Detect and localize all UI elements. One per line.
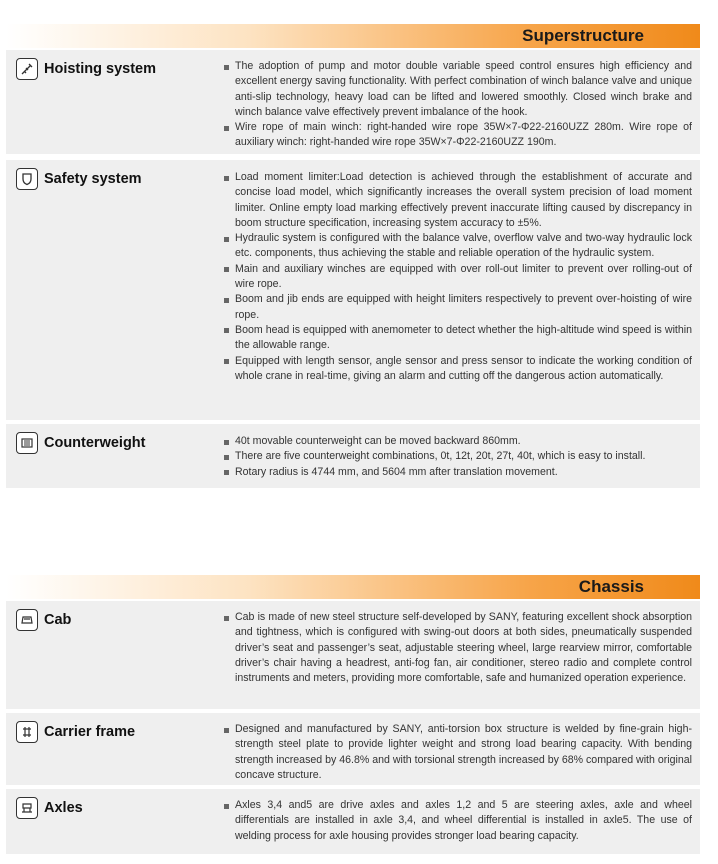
spec-row-axles xyxy=(6,787,700,854)
list-item: Cab is made of new steel structure self-developed by SANY, featuring excellent shock absorption and tightness, which is configured with swing-out doors at both sides, pneumatically suspended driver’s seat and passenger’s seat, adjustable steering wheel, large rearview mirror, comfortable driver’s chair having a headrest, anti-fog fan, air conditioner, stereo radio and complete control instruments and meters, providing more comfortable, safe and humanized operation experience. xyxy=(224,610,692,686)
list-item: Axles 3,4 and5 are drive axles and axles 1,2 and 5 are steering axles, axle and wheel differentials are installed in axle 3,4, and wheel differential is installed in axle5. The use of welding process for axle housing provides stronger load bearing capacity. xyxy=(224,798,692,844)
bullet-list xyxy=(224,59,692,151)
list-item: Main and auxiliary winches are equipped with over roll-out limiter to prevent over rolling-out of wire rope. xyxy=(224,262,692,293)
axle-icon xyxy=(16,797,38,819)
list-item: Hydraulic system is configured with the balance valve, overflow valve and two-way hydraulic lock etc. components, thus achieving the stable and reliable operation of the hydraulic system. xyxy=(224,231,692,262)
list-item: Boom and jib ends are equipped with height limiters respectively to prevent over-hoisting of wire rope. xyxy=(224,292,692,323)
list-item: Rotary radius is 4744 mm, and 5604 mm after translation movement. xyxy=(224,465,692,480)
row-label: Carrier frame xyxy=(16,721,135,743)
list-item: Boom head is equipped with anemometer to detect whether the high-altitude wind speed is within the allowable range. xyxy=(224,323,692,354)
row-label: Hoisting system xyxy=(16,58,156,80)
counterweight-icon xyxy=(16,432,38,454)
list-item: Load moment limiter:Load detection is achieved through the establishment of accurate and concise load model, which significantly increases the overall system precision of load moment limiter. Online empty load marking effectively prevent inaccurate lifting caused by discrepancy in boom structure specification, increasing system accuracy to ±5%. xyxy=(224,170,692,231)
hook-icon xyxy=(16,58,38,80)
chassis-header xyxy=(6,575,700,599)
list-item: Designed and manufactured by SANY, anti-torsion box structure is welded by fine-grain high-strength steel plate to provide lighter weight and strong load bearing capacity. With bending strength increased by 46.8% and with torsional strength increased by 68% compared with original concave structure. xyxy=(224,722,692,783)
bullet-list xyxy=(224,610,692,686)
superstructure-header xyxy=(6,24,700,48)
list-item: The adoption of pump and motor double variable speed control ensures high efficiency and excellent energy saving functionality. With perfect combination of winch balance valve and unique anti-slip technology, heavy load can be lifted and lowered smoothly. Closed winch brake and winch balance valve effectively prevent imbalance of the hook. xyxy=(224,59,692,120)
cab-icon xyxy=(16,609,38,631)
spec-row-carrier-frame xyxy=(6,711,700,785)
bullet-list xyxy=(224,722,692,783)
list-item: Wire rope of main winch: right-handed wire rope 35W×7-Φ22-2160UZZ 280m. Wire rope of auxiliary winch: right-handed wire rope 35W×7-Φ22-2160UZZ 190m. xyxy=(224,120,692,151)
spec-row-safety-system xyxy=(6,158,700,420)
section-title: Superstructure xyxy=(522,26,644,45)
bullet-list xyxy=(224,798,692,844)
row-label: Axles xyxy=(16,797,83,819)
carrier-frame-icon xyxy=(16,721,38,743)
list-item: Equipped with length sensor, angle sensor and press sensor to indicate the working condition of whole crane in real-time, giving an alarm and cutting off the dangerous action automatically. xyxy=(224,354,692,385)
shield-icon xyxy=(16,168,38,190)
bullet-list xyxy=(224,434,692,480)
bullet-list xyxy=(224,170,692,384)
section-title: Chassis xyxy=(578,577,644,596)
list-item: There are five counterweight combinations, 0t, 12t, 20t, 27t, 40t, which is easy to install. xyxy=(224,449,692,464)
spec-row-counterweight xyxy=(6,422,700,488)
list-item: 40t movable counterweight can be moved backward 860mm. xyxy=(224,434,692,449)
row-label: Counterweight xyxy=(16,432,146,454)
row-label: Cab xyxy=(16,609,71,631)
spec-row-hoisting-system xyxy=(6,48,700,154)
spec-row-cab xyxy=(6,599,700,709)
row-label: Safety system xyxy=(16,168,142,190)
